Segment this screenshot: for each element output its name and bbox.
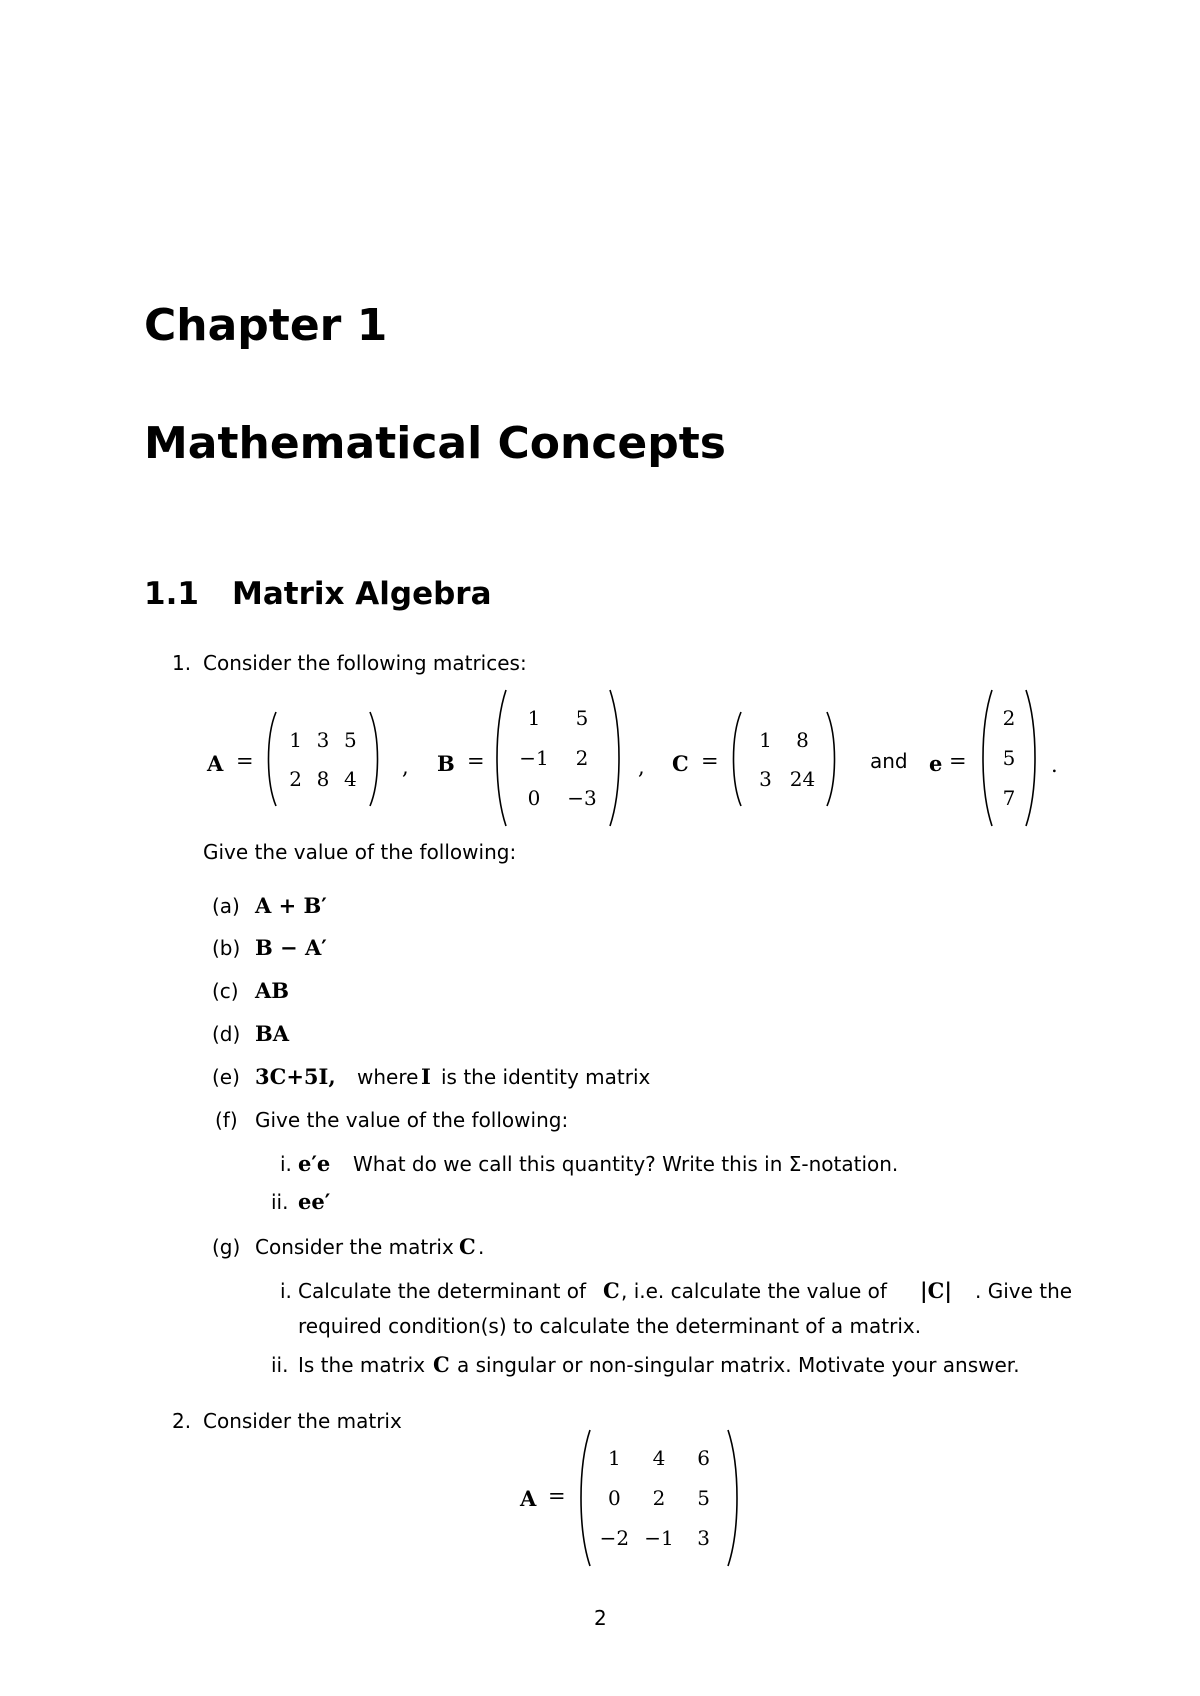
- part-g-C: C: [459, 1234, 476, 1259]
- matrix-cell: 3: [759, 766, 772, 791]
- vector-e-equals: =: [949, 749, 967, 773]
- matrix-cell: 2: [289, 766, 303, 791]
- matrix-cell: 8: [316, 766, 330, 791]
- question-1-intro: Consider the following matrices:: [203, 651, 527, 675]
- part-a-expr: A + B′: [255, 893, 327, 918]
- matrix-cell: 4: [343, 766, 357, 791]
- q1-prompt: Give the value of the following:: [203, 840, 517, 864]
- part-b-expr: B − A′: [255, 935, 327, 960]
- chapter-label: Chapter 1: [144, 300, 388, 351]
- left-paren-icon: [576, 1428, 592, 1568]
- matrix-cell: 1: [607, 1446, 621, 1470]
- q2-matrix-name: A: [520, 1486, 537, 1511]
- matrix-cell: 5: [697, 1486, 711, 1510]
- question-2-intro: Consider the matrix: [203, 1409, 402, 1433]
- part-g-i-det: |C|: [920, 1278, 952, 1303]
- part-d-label: (d): [212, 1022, 241, 1046]
- part-e-expr: 3C+5I,: [255, 1064, 336, 1089]
- page-number: 2: [594, 1606, 607, 1630]
- and-word: and: [870, 749, 908, 773]
- matrix-cell: −2: [599, 1526, 630, 1550]
- part-g-ii-C: C: [433, 1352, 450, 1377]
- left-paren-icon: [264, 710, 278, 808]
- chapter-title: Mathematical Concepts: [144, 418, 726, 469]
- matrix-cell: 4: [652, 1446, 666, 1470]
- part-f-i-label: i.: [280, 1152, 292, 1176]
- part-g-ii-label: ii.: [271, 1353, 289, 1377]
- part-b-label: (b): [212, 936, 241, 960]
- matrix-cell: 2: [652, 1486, 666, 1510]
- separator: ,: [638, 755, 645, 779]
- matrix-cell: 1: [289, 727, 303, 752]
- question-1-number: 1.: [172, 651, 192, 675]
- part-f-label: (f): [215, 1108, 238, 1132]
- separator: ,: [402, 755, 409, 779]
- part-g-i-line1c: . Give the: [975, 1279, 1073, 1303]
- section-title: Matrix Algebra: [232, 576, 492, 612]
- part-f-i-expr: e′e: [298, 1151, 331, 1176]
- period: .: [1051, 753, 1058, 777]
- part-a-label: (a): [212, 894, 240, 918]
- matrix-a-name: A: [207, 751, 224, 776]
- matrix-cell: −3: [567, 786, 597, 810]
- part-g-i-line2: required condition(s) to calculate the determinant of a matrix.: [298, 1314, 922, 1338]
- matrix-cell: 7: [1002, 786, 1016, 810]
- matrix-cell: 5: [343, 727, 357, 752]
- matrix-cell: 3: [697, 1526, 711, 1550]
- matrix-b-equals: =: [467, 749, 485, 773]
- matrix-cell: −1: [644, 1526, 674, 1550]
- part-c-label: (c): [212, 979, 239, 1003]
- part-g-label: (g): [212, 1235, 241, 1259]
- matrix-cell: 2: [1002, 706, 1016, 730]
- matrix-c-equals: =: [701, 749, 719, 773]
- right-paren-icon: [825, 710, 839, 808]
- part-g-i-line1a: Calculate the determinant of: [298, 1279, 587, 1303]
- part-f-i-text: What do we call this quantity? Write this in Σ-notation.: [353, 1152, 899, 1176]
- part-c-expr: AB: [255, 978, 290, 1003]
- matrix-cell: 1: [527, 706, 541, 730]
- part-g-text-after: .: [478, 1235, 485, 1259]
- matrix-b: [492, 688, 624, 828]
- part-e-where: where: [357, 1065, 419, 1089]
- matrix-cell: 0: [527, 786, 541, 810]
- matrix-b-name: B: [437, 751, 455, 776]
- matrix-cell: 0: [607, 1486, 621, 1510]
- part-f-ii-expr: ee′: [298, 1189, 331, 1214]
- part-e-rest: is the identity matrix: [441, 1065, 651, 1089]
- part-e-label: (e): [212, 1065, 240, 1089]
- part-g-i-line1b: , i.e. calculate the value of: [621, 1279, 887, 1303]
- vector-e: [978, 688, 1040, 828]
- part-g-i-label: i.: [280, 1279, 292, 1303]
- vector-e-name: e: [929, 751, 943, 776]
- matrix-cell: 5: [1002, 746, 1016, 770]
- question-2-number: 2.: [172, 1409, 192, 1433]
- matrix-cell: 24: [789, 766, 816, 791]
- matrix-cell: 1: [759, 727, 772, 752]
- right-paren-icon: [368, 710, 382, 808]
- matrix-c: [729, 710, 839, 808]
- matrix-cell: 3: [316, 727, 330, 752]
- part-g-i-C: C: [603, 1278, 620, 1303]
- matrix-a-equals: =: [236, 749, 254, 773]
- matrix-cell: −1: [519, 746, 549, 770]
- section-number: 1.1: [144, 576, 199, 612]
- matrix-c-name: C: [672, 751, 689, 776]
- part-e-I: I: [421, 1064, 431, 1089]
- left-paren-icon: [729, 710, 743, 808]
- part-d-expr: BA: [255, 1021, 290, 1046]
- right-paren-icon: [1024, 688, 1040, 828]
- q2-matrix-equals: =: [548, 1484, 566, 1508]
- q2-matrix: [576, 1428, 742, 1568]
- left-paren-icon: [978, 688, 994, 828]
- matrix-cell: 5: [575, 706, 589, 730]
- matrix-cell: 2: [575, 746, 589, 770]
- matrix-a: [264, 710, 382, 808]
- right-paren-icon: [726, 1428, 742, 1568]
- part-g-ii-text-b: a singular or non-singular matrix. Motivate your answer.: [457, 1353, 1020, 1377]
- part-f-text: Give the value of the following:: [255, 1108, 569, 1132]
- matrix-cell: 8: [796, 727, 809, 752]
- matrix-cell: 6: [697, 1446, 711, 1470]
- right-paren-icon: [608, 688, 624, 828]
- part-f-ii-label: ii.: [271, 1190, 289, 1214]
- part-g-text-before: Consider the matrix: [255, 1235, 454, 1259]
- part-g-ii-text-a: Is the matrix: [298, 1353, 426, 1377]
- left-paren-icon: [492, 688, 508, 828]
